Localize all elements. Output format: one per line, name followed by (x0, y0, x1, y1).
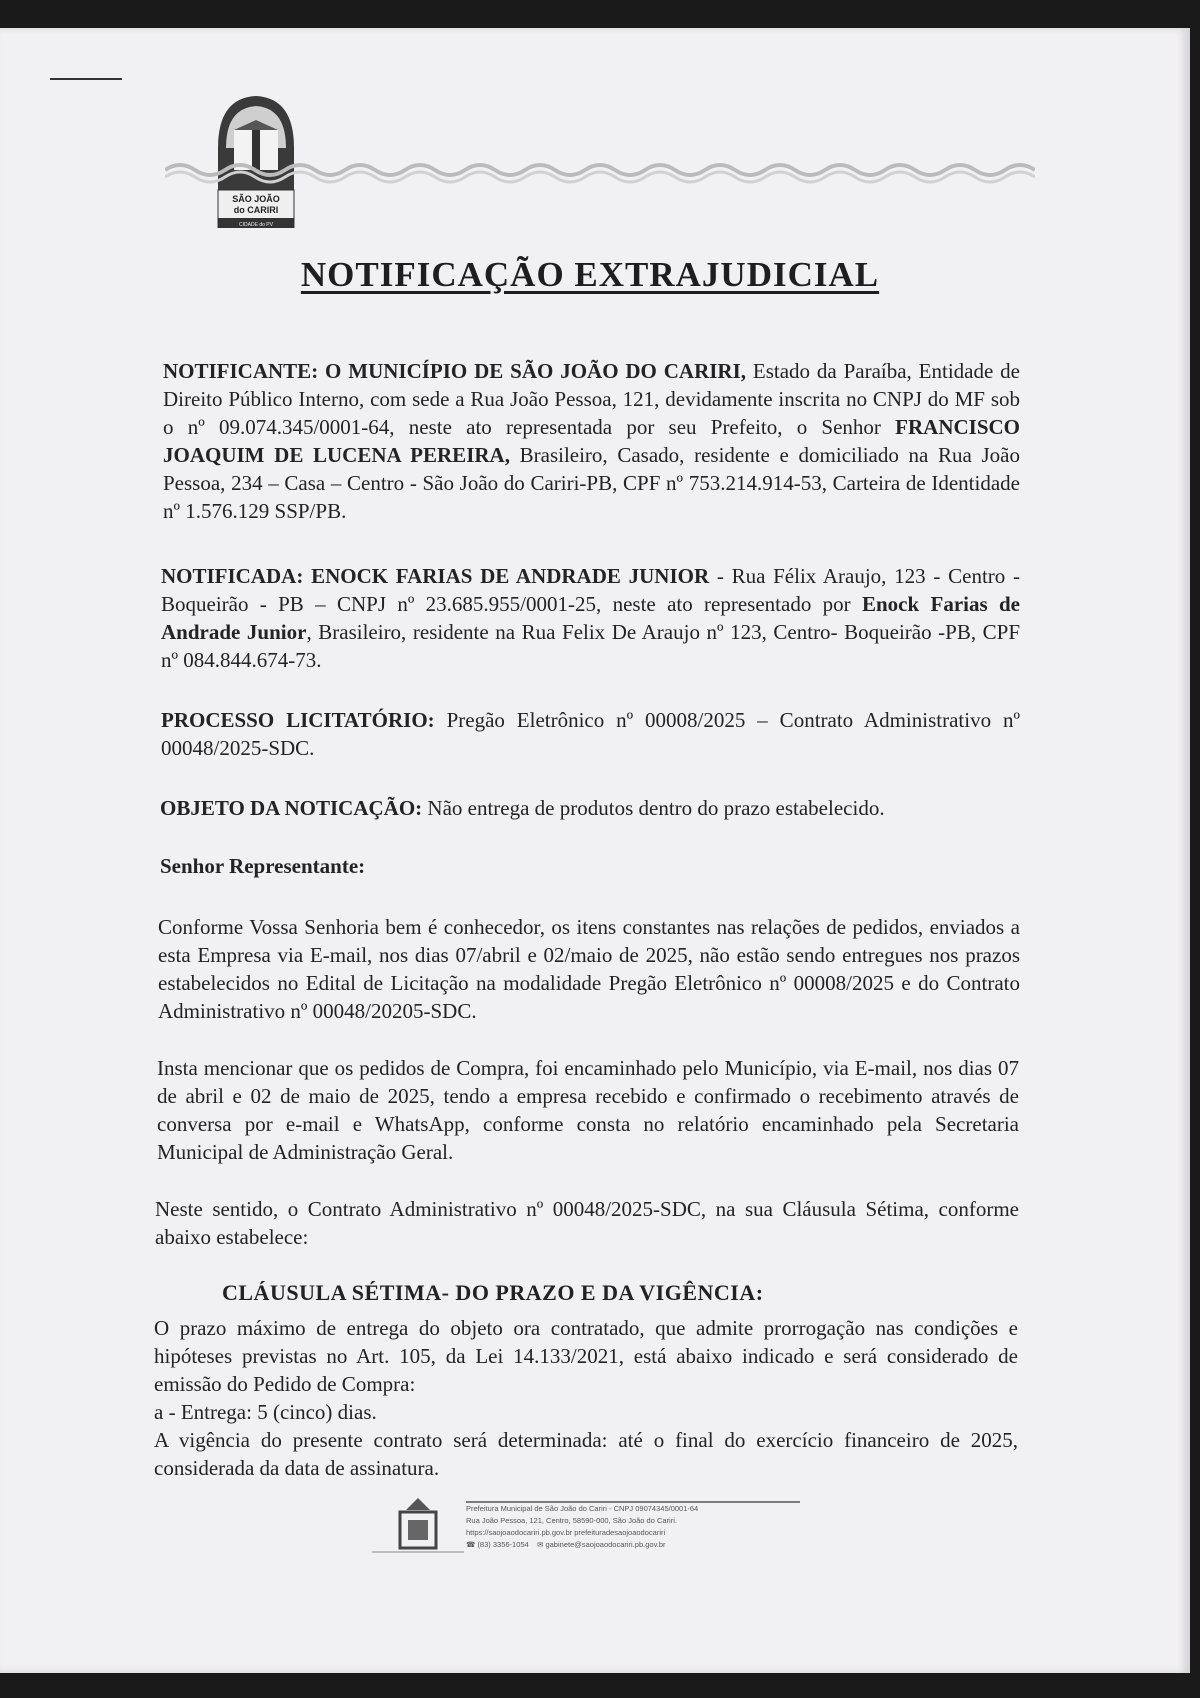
objeto-label: OBJETO DA NOTICAÇÃO: (160, 796, 423, 820)
salutation: Senhor Representante: (160, 854, 366, 878)
footer-email: gabinete@saojoaodocariri.pb.gov.br (545, 1540, 666, 1549)
page-title: NOTIFICAÇÃO EXTRAJUDICIAL (300, 255, 880, 294)
objeto-paragraph (160, 794, 1020, 822)
footer-phone: (83) 3356-1054 (477, 1540, 529, 1549)
logo-text-3: CIDADE do PV (239, 222, 273, 228)
footer-line-3: https://saojoaodocariri.pb.gov.br prefeituradesaojoaodocariri (466, 1528, 666, 1537)
footer-contact (466, 1503, 698, 1551)
notificada-text-2: , Brasileiro, residente na Rua Felix De Araujo nº 123, Centro- Boqueirão -PB, CPF nº 084.844.674-73. (161, 620, 1021, 672)
notificada-label: NOTIFICADA: ENOCK FARIAS DE ANDRADE JUNIOR (161, 564, 710, 588)
notificante-label: NOTIFICANTE: O MUNICÍPIO DE SÃO JOÃO DO CARIRI, (163, 359, 747, 383)
clause-item-a: a - Entrega: 5 (cinco) dias. (154, 1400, 377, 1424)
clause-body (154, 1314, 1018, 1482)
logo-text-1: SÃO JOÃO (232, 194, 280, 204)
phone-icon: ☎ (466, 1540, 476, 1549)
objeto-text: Não entrega de produtos dentro do prazo estabelecido. (422, 796, 885, 820)
notificada-name: Enock Farias de Andrade Junior (161, 592, 1021, 644)
footer-line-2: Rua João Pessoa, 121, Centro, 58590-000, São João do Cariri. (466, 1516, 677, 1525)
clause-title: CLÁUSULA SÉTIMA- DO PRAZO E DA VIGÊNCIA: (222, 1280, 764, 1305)
margin-mark (50, 78, 122, 80)
notificada-text-1: - Rua Félix Araujo, 123 - Centro - Boqueirão - PB – CNPJ nº 23.685.955/0001-25, neste ato representado por (161, 564, 1020, 616)
clause-text-2: A vigência do presente contrato será determinada: até o final do exercício financeiro de 2025, considerada da data de assinatura. (154, 1428, 1018, 1480)
email-icon: ✉ (537, 1540, 544, 1549)
body-paragraph-3: Neste sentido, o Contrato Administrativo nº 00048/2025-SDC, na sua Cláusula Sétima, conforme abaixo estabelece: (155, 1197, 1019, 1249)
header-wave-decoration (165, 155, 1035, 185)
notificante-name: FRANCISCO JOAQUIM DE LUCENA PEREIRA, (163, 415, 1020, 467)
notificada-paragraph (161, 562, 1020, 674)
processo-paragraph (161, 706, 1020, 762)
notificante-paragraph (163, 357, 1020, 525)
notificante-text-1: Estado da Paraíba, Entidade de Direito Público Interno, com sede a Rua João Pessoa, 121, devidamente inscrita no CNPJ do MF sob o nº 09.074.345/0001-64, neste ato representada por seu Prefeito, o Senhor (163, 359, 1020, 439)
body-paragraph-1: Conforme Vossa Senhoria bem é conhecedor, os itens constantes nas relações de pedidos, enviados a esta Empresa via E-mail, nos dias 07/abril e 02/maio de 2025, não estão sendo entregues nos prazos estabelecidos no Edital de Licitação na modalidade Pregão Eletrônico nº 00008/2025 e do Contrato Administrativo nº 00048/20205-SDC. (158, 915, 1020, 1023)
processo-label: PROCESSO LICITATÓRIO: (161, 708, 435, 732)
footer-line-1: Prefeitura Municipal de São João do Cariri - CNPJ 09074345/0001-64 (466, 1504, 699, 1513)
clause-text-1: O prazo máximo de entrega do objeto ora contratado, que admite prorrogação nas condições e hipóteses previstas no Art. 105, da Lei 14.133/2021, está abaixo indicado e será considerado de emissão do Pedido de Compra: (154, 1316, 1018, 1396)
notificante-text-2: Brasileiro, Casado, residente e domiciliado na Rua João Pessoa, 234 – Casa – Centro - São João do Cariri-PB, CPF nº 753.214.914-53, Carteira de Identidade nº 1.576.129 SSP/PB. (163, 443, 1020, 523)
body-paragraph-2: Insta mencionar que os pedidos de Compra, foi encaminhado pelo Município, via E-mail, nos dias 07 de abril e 02 de maio de 2025, tendo a empresa recebido e confirmado o recebimento através de conversa por e-mail e WhatsApp, conforme consta no relatório encaminhado pela Secretaria Municipal de Administração Geral. (157, 1056, 1019, 1164)
logo-text-2: do CARIRI (233, 205, 279, 215)
processo-text: Pregão Eletrônico nº 00008/2025 – Contrato Administrativo nº 00048/2025-SDC. (161, 708, 1020, 760)
